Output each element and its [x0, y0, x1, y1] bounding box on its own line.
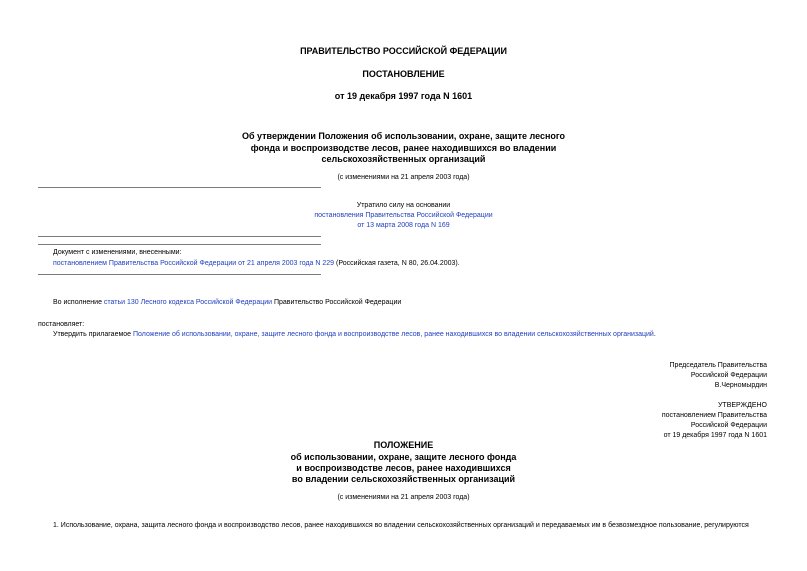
decision-text — [53, 330, 656, 339]
signature-line-2: Российской Федерации — [690, 372, 767, 379]
approved-line-1: УТВЕРЖДЕНО — [717, 402, 767, 409]
signature-line-3: В.Черномырдин — [714, 382, 767, 389]
expired-basis-link-2[interactable]: от 13 марта 2008 года N 169 — [357, 222, 450, 229]
signature-line-1: Председатель Правительства — [669, 362, 767, 369]
decides-word: постановляет: — [38, 321, 85, 328]
approved-line-2: постановлением Правительства — [661, 412, 767, 419]
decision-suffix: . — [653, 331, 656, 338]
amendment-source: (Российская газета, N 80, 26.04.2003). — [334, 260, 460, 267]
document-title-line-1: Об утверждении Положения об использовании, охране, защите лесного — [241, 131, 566, 141]
document-date-number: от 19 декабря 1997 года N 1601 — [334, 91, 473, 101]
divider — [38, 244, 321, 245]
changes-note: (с изменениями на 21 апреля 2003 года) — [337, 174, 470, 181]
amendment-link[interactable]: постановлением Правительства Российской Федерации от 21 апреля 2003 года N 229 — [53, 260, 335, 267]
divider — [38, 187, 321, 188]
divider — [38, 274, 321, 275]
expired-basis-link-1[interactable]: постановления Правительства Российской Федерации — [314, 212, 493, 219]
document-title-line-3: сельскохозяйственных организаций — [321, 154, 486, 164]
preamble — [53, 298, 401, 307]
regulation-link[interactable]: Положение об использовании, охране, защите лесного фонда и воспроизводстве лесов, ранее находившихся во владении сельскохозяйственных организаций — [133, 331, 654, 338]
regulation-paragraph-1: 1. Использование, охрана, защита лесного фонда и воспроизводство лесов, ранее находившихся во владении сельскохозяйственных организаций и передаваемых им в безвозмездное пользование, регулируются — [53, 522, 749, 529]
preamble-suffix: Правительство Российской Федерации — [272, 299, 402, 306]
regulation-title-line-1: ПОЛОЖЕНИЕ — [373, 440, 434, 450]
amendments-label: Документ с изменениями, внесенными: — [53, 249, 182, 256]
forest-code-article-link[interactable]: статьи 130 Лесного кодекса Российской Федерации — [103, 299, 273, 306]
amendments-line — [53, 259, 460, 268]
preamble-prefix: Во исполнение — [53, 299, 104, 306]
expired-label: Утратило силу на основании — [356, 202, 451, 209]
approved-line-3: Российской Федерации — [690, 422, 767, 429]
decision-prefix: Утвердить прилагаемое — [53, 331, 134, 338]
regulation-title-line-2: об использовании, охране, защите лесного фонда — [290, 452, 517, 462]
regulation-title-line-4: во владении сельскохозяйственных организаций — [291, 474, 516, 484]
divider — [38, 236, 321, 237]
issuing-authority: ПРАВИТЕЛЬСТВО РОССИЙСКОЙ ФЕДЕРАЦИИ — [300, 46, 507, 56]
approved-line-4: от 19 декабря 1997 года N 1601 — [663, 432, 767, 439]
document-title-line-2: фонда и воспроизводстве лесов, ранее находившихся во владении — [250, 143, 557, 153]
document-type: ПОСТАНОВЛЕНИЕ — [362, 69, 445, 79]
regulation-title-line-3: и воспроизводстве лесов, ранее находившихся — [296, 463, 511, 473]
regulation-changes-note: (с изменениями на 21 апреля 2003 года) — [337, 494, 470, 501]
